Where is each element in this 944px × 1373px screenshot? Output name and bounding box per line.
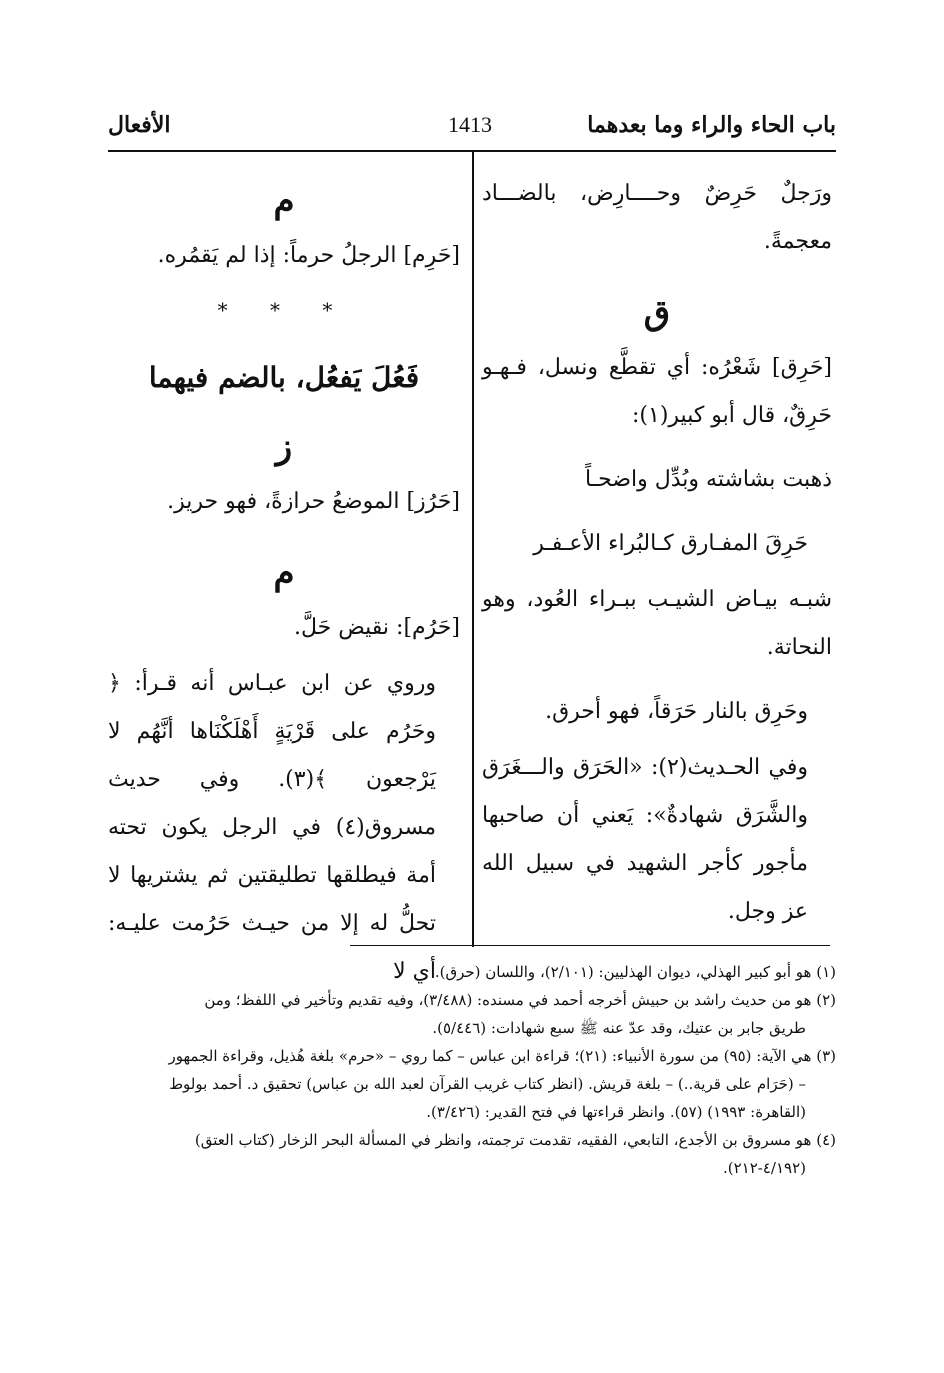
poetry-verse-first-hemistich: ذهبت بشاشته وبُدِّل واضحـاً xyxy=(585,467,832,492)
entry-hariq: [حَرِق] شَعْرُه: أي تقطَّع ونسل، فـهـو حَرِقٌ، قال أبو كبير(١): xyxy=(482,355,832,428)
footnote-rule xyxy=(350,945,830,946)
footnote-4: (٤) هو مسروق بن الأجدع، التابعي، الفقيه، تقدمت ترجمته، وانظر في المسألة البحر الزخار (كتاب العتق) xyxy=(194,1131,836,1149)
footnote-4-continuation: (٤/١٩٢-٢١٢). xyxy=(722,1159,806,1177)
footnote-3: (٣) هي الآية: (٩٥) من سورة الأنبياء: (٢١)؛ قراءة ابن عباس – كما روي – «حرم» بلغة هُذيل، وقراءة الجمهور xyxy=(168,1047,836,1065)
footnote-3-continuation-2: (القاهرة: ١٩٩٣) (٥٧). وانظر قراءتها في فتح القدير: (٣/٤٢٦). xyxy=(426,1103,806,1121)
entry-harim: [حَرِم] الرجلُ حرماً: إذا لم يَقمُره. xyxy=(157,243,460,268)
page-number: 1413 xyxy=(448,112,492,137)
paragraph-hadith: وفي الحـديث(٢): «الحَرَق والـــغَرَق والشَّرَق شهادةٌ»: يَعني أن صاحبها مأجور كأجر الشهيد في سبيل الله عز وجل. xyxy=(482,755,809,924)
footnotes xyxy=(108,958,836,1182)
right-column xyxy=(482,170,832,936)
paragraph-hariq-fire: وحَرِق بالنار حَرَقاً، فهو أحرق. xyxy=(545,699,808,724)
section-separator-stars: * * * xyxy=(217,298,351,322)
column-divider xyxy=(472,152,474,947)
footnote-3-continuation: – (حَرَام على قرية..) – بلغة قريش. (انظر كتاب غريب القرآن لعبد الله بن عباس) تحقيق د. أحمد بولوط xyxy=(169,1075,806,1093)
left-column xyxy=(108,170,460,996)
paragraph-harid: ورَجلٌ حَرِضٌ وحــــارِض، بالضـــاد معجمةً. xyxy=(482,181,832,254)
letter-heading-mim-2: م xyxy=(273,553,295,593)
paragraph-ibn-abbas: وروي عن ابن عبـاس أنه قـرأ: ﴿ وحَرُم على قَرْيَةٍ أَهْلَكْنَاها أنَّهُم لا يَرْجعون ﴾(٣). وفي حديث مسروق(٤) في الرجل يكون تحته أمة فيطلقها تطليقتين ثم يشتريها لا تحلُّ له إلا من حيـث حَرُمت عليـه: أي لا xyxy=(108,671,436,984)
paragraph-explanation: شبـه بيـاض الشيـب ببـراء العُود، وهو النحاتة. xyxy=(482,587,832,660)
footnote-1: (١) هو أبو كبير الهذلي، ديوان الهذليين: (٢/١٠١)، واللسان (حرق). xyxy=(434,963,836,981)
footnote-2-continuation: طريق جابر بن عتيك، وقد عدّ عنه ﷺ سبع شهادات: (٥/٤٤٦). xyxy=(432,1019,806,1037)
letter-heading-zay: ز xyxy=(275,427,293,467)
letter-heading-qaf: ق xyxy=(643,293,671,333)
running-header-section: الأفعال xyxy=(108,112,171,138)
running-header-chapter: باب الحاء والراء وما بعدهما xyxy=(587,112,836,138)
entry-haruz: [حَرُز] الموضعُ حرازةً، فهو حريز. xyxy=(167,489,460,514)
section-title: فَعُلَ يَفعُل، بالضم فيهما xyxy=(148,361,420,394)
letter-heading-mim: م xyxy=(273,181,295,221)
poetry-verse-second-hemistich: حَرِقَ المفـارق كـالبُراء الأعـفـر xyxy=(533,531,808,556)
footnote-2: (٢) هو من حديث راشد بن حبيش أخرجه أحمد في مسنده: (٣/٤٨٨)، وفيه تقديم وتأخير في اللفظ؛ ومن xyxy=(204,991,836,1009)
entry-harum: [حَرُم]: نقيض حَلَّ. xyxy=(293,615,460,640)
